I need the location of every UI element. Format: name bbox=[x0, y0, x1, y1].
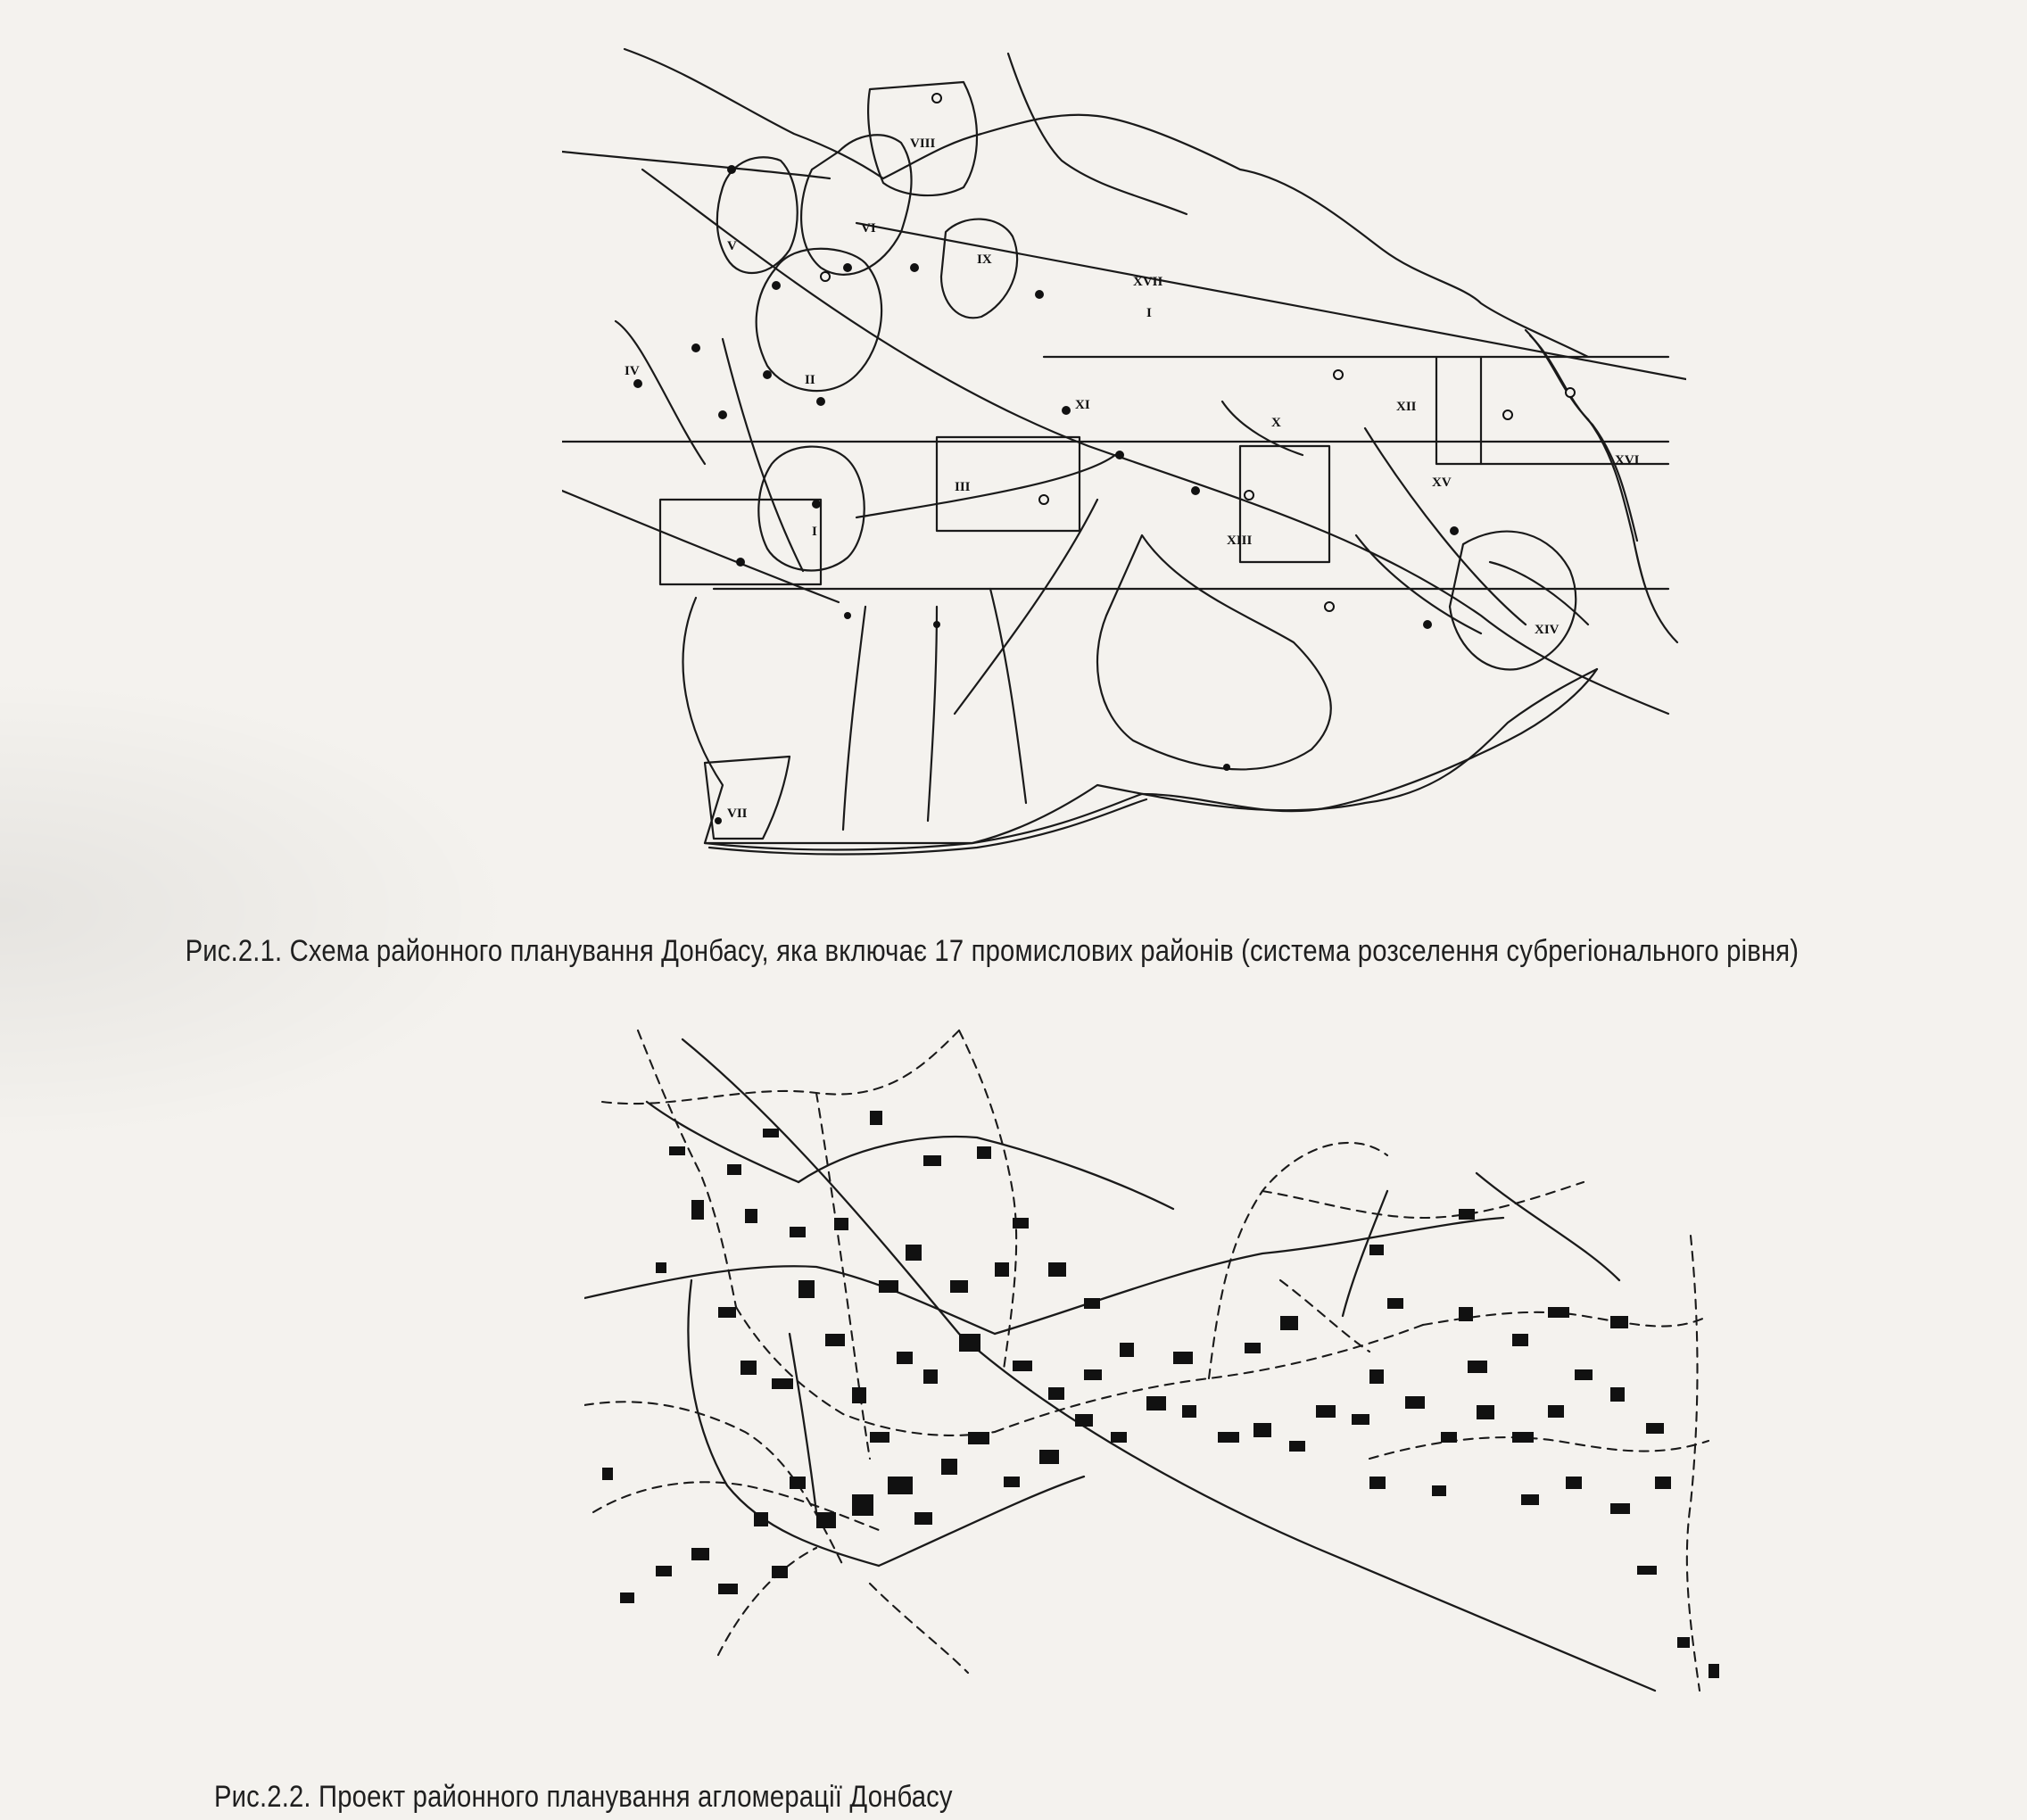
district-label-ix: IX bbox=[977, 252, 992, 267]
road-s1 bbox=[843, 607, 865, 830]
road-main-3 bbox=[995, 1218, 1503, 1334]
railway-diagonal bbox=[683, 1039, 1655, 1691]
district-label-xiii: XIII bbox=[1227, 534, 1253, 548]
road-main-1 bbox=[584, 1266, 995, 1334]
river-east bbox=[1526, 330, 1677, 642]
district-label-xvi: XVI bbox=[1615, 453, 1640, 467]
road-s2 bbox=[928, 607, 937, 821]
road-5 bbox=[562, 491, 839, 602]
district-label-xii: XII bbox=[1396, 400, 1417, 414]
district-planning-map bbox=[562, 36, 1686, 892]
district-label-xv: XV bbox=[1432, 476, 1452, 490]
district-labels bbox=[625, 136, 1640, 821]
figure-2-caption: Рис.2.2. Проект районного планування агломерації Донбасу bbox=[214, 1780, 953, 1814]
district-label-vii: VII bbox=[727, 807, 748, 821]
boundary-a bbox=[660, 500, 821, 584]
road-main-6 bbox=[647, 1102, 798, 1182]
figure-district-planning-scheme bbox=[562, 36, 1686, 892]
boundary-d bbox=[1436, 357, 1668, 464]
district-ring-ix bbox=[941, 219, 1017, 318]
district-label-vi: VI bbox=[861, 221, 876, 236]
road-7 bbox=[562, 152, 830, 178]
river-north bbox=[625, 49, 1588, 357]
open-settlement-dots bbox=[821, 94, 1575, 611]
district-label-xiv: XIV bbox=[1535, 623, 1560, 637]
agglomeration-map bbox=[584, 1013, 1726, 1722]
district-label-x: X bbox=[1271, 416, 1281, 430]
southern-plot-vii bbox=[705, 757, 790, 839]
settlement-areas bbox=[602, 1111, 1719, 1678]
district-label-ii: II bbox=[805, 373, 815, 387]
district-label-v: V bbox=[727, 239, 737, 253]
central-basin bbox=[1097, 535, 1331, 769]
figure-1-caption: Рис.2.1. Схема районного планування Донбасу, яка включає 17 промислових районів (система розселення субрегіонального рівня) bbox=[185, 934, 1799, 968]
district-label-i: I bbox=[812, 525, 817, 539]
river-south bbox=[705, 669, 1597, 850]
figure-agglomeration-plan bbox=[584, 1013, 1726, 1722]
district-label-i-upper: I bbox=[1146, 306, 1152, 320]
southern-basin bbox=[683, 598, 1597, 843]
district-label-xvii: XVII bbox=[1133, 275, 1163, 289]
district-label-iv: IV bbox=[625, 364, 640, 378]
district-label-xi: XI bbox=[1075, 398, 1090, 412]
settlement-dots bbox=[633, 165, 1459, 824]
district-ring-vi bbox=[801, 135, 911, 275]
road-s3 bbox=[990, 589, 1026, 803]
road-12 bbox=[1365, 428, 1526, 625]
district-label-iii: III bbox=[955, 480, 971, 494]
district-label-viii: VIII bbox=[910, 136, 936, 151]
road-4 bbox=[856, 223, 1686, 379]
right-basin bbox=[1450, 532, 1576, 670]
road-main-8 bbox=[1477, 1173, 1619, 1280]
road-10 bbox=[856, 455, 1115, 517]
